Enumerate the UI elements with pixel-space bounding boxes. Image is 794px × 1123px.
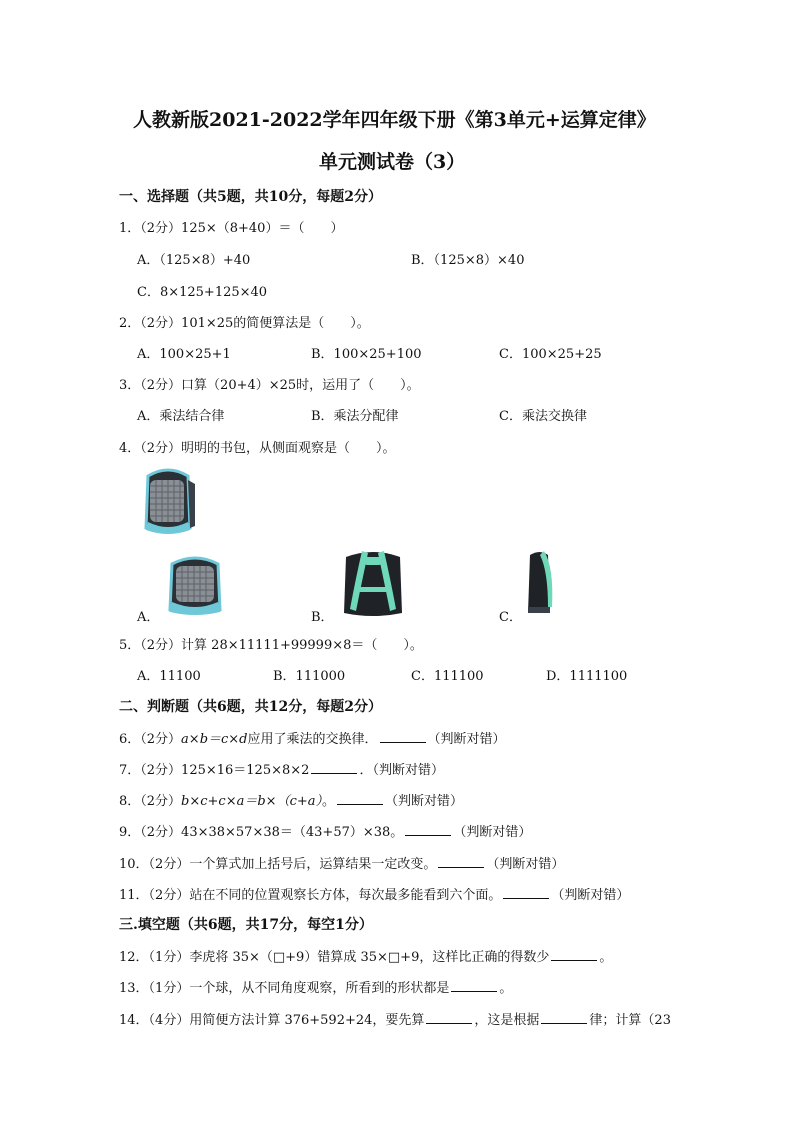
q4-option-b: B． xyxy=(311,610,334,625)
q13-answer-blank[interactable] xyxy=(451,979,497,992)
q8-text: 。 xyxy=(322,794,336,809)
q14-answer-blank-1[interactable] xyxy=(426,1011,472,1024)
question-5: 5．（2分）计算 28×11111+99999×8＝（ ）。 xyxy=(119,638,423,653)
q1-option-b: B．（125×8）×40 xyxy=(411,253,525,268)
q6-text: 应用了乘法的交换律． xyxy=(247,732,378,747)
q14-mid: ，这是根据 xyxy=(474,1013,540,1028)
q6-formula: a×b＝c×d xyxy=(181,732,248,747)
q7-judge-hint: ．（判断对错） xyxy=(359,763,444,778)
title-line-1: 人教新版2021-2022学年四年级下册《第3单元+运算定律》 xyxy=(133,109,656,131)
question-6 xyxy=(119,728,506,747)
q2-option-a: A．100×25+1 xyxy=(137,347,231,362)
q9-judge-hint: （判断对错） xyxy=(453,825,532,840)
question-3: 3．（2分）口算（20+4）×25时，运用了（ ）。 xyxy=(119,378,420,393)
q6-answer-blank[interactable] xyxy=(380,730,426,743)
q11-judge-hint: （判断对错） xyxy=(551,888,630,903)
question-10 xyxy=(119,853,564,872)
q3-option-c: C．乘法交换律 xyxy=(499,409,587,424)
question-1: 1．（2分）125×（8+40）＝（ ） xyxy=(119,221,344,236)
q10-judge-hint: （判断对错） xyxy=(486,857,565,872)
q5-option-b: B．111000 xyxy=(273,669,346,684)
q5-option-c: C．111100 xyxy=(411,669,484,684)
q8-answer-blank[interactable] xyxy=(337,792,383,805)
q12-end: 。 xyxy=(599,950,613,965)
q14-end: 律；计算（23 xyxy=(589,1013,671,1028)
q9-answer-blank[interactable] xyxy=(405,823,451,836)
q12-answer-blank[interactable] xyxy=(551,948,597,961)
q13-text: 13．（1分）一个球，从不同角度观察，所看到的形状都是 xyxy=(119,981,450,996)
question-9 xyxy=(119,821,531,840)
backpack-back-view-image xyxy=(340,547,406,619)
backpack-front-view-image xyxy=(166,552,224,616)
section-2-heading: 二、判断题（共6题，共12分，每题2分） xyxy=(119,699,382,715)
question-2: 2．（2分）101×25的简便算法是（ ）。 xyxy=(119,316,370,331)
q8-number: 8．（2分） xyxy=(119,794,182,809)
q8-formula: b×c+c×a＝b×（c+a） xyxy=(181,794,322,809)
section-1-heading: 一、选择题（共5题，共10分，每题2分） xyxy=(119,189,382,205)
q6-number: 6．（2分） xyxy=(119,732,182,747)
q3-option-b: B．乘法分配律 xyxy=(311,409,399,424)
question-14 xyxy=(119,1009,671,1028)
q10-answer-blank[interactable] xyxy=(438,855,484,868)
q2-option-b: B．100×25+100 xyxy=(311,347,422,362)
q13-end: 。 xyxy=(499,981,513,996)
q14-text: 14．（4分）用简便方法计算 376+592+24，要先算 xyxy=(119,1013,425,1028)
q12-text: 12．（1分）李虎将 35×（□+9）错算成 35×□+9，这样比正确的得数少 xyxy=(119,950,550,965)
q9-text: 9．（2分）43×38×57×38＝（43+57）×38。 xyxy=(119,825,404,840)
question-12 xyxy=(119,946,612,965)
q11-answer-blank[interactable] xyxy=(503,886,549,899)
question-7 xyxy=(119,759,444,778)
q4-option-a: A． xyxy=(137,610,160,625)
q8-judge-hint: （判断对错） xyxy=(385,794,464,809)
q11-text: 11．（2分）站在不同的位置观察长方体，每次最多能看到六个面。 xyxy=(119,888,502,903)
q14-answer-blank-2[interactable] xyxy=(541,1011,587,1024)
q7-answer-blank[interactable] xyxy=(311,761,357,774)
q4-option-c: C． xyxy=(499,610,522,625)
q3-option-a: A．乘法结合律 xyxy=(137,409,225,424)
q5-option-a: A．11100 xyxy=(137,669,201,684)
q10-text: 10．（2分）一个算式加上括号后，运算结果一定改变。 xyxy=(119,857,437,872)
q7-text: 7．（2分）125×16＝125×8×2 xyxy=(119,763,310,778)
question-13 xyxy=(119,977,512,996)
q2-option-c: C．100×25+25 xyxy=(499,347,602,362)
backpack-main-image xyxy=(138,466,198,538)
q6-judge-hint: （判断对错） xyxy=(427,732,506,747)
q1-option-a: A．（125×8）+40 xyxy=(137,253,251,268)
title-line-2: 单元测试卷（3） xyxy=(319,151,466,173)
question-11 xyxy=(119,884,629,903)
q5-option-d: D．1111100 xyxy=(546,669,628,684)
q1-option-c: C．8×125+125×40 xyxy=(137,285,268,300)
backpack-side-view-image xyxy=(522,547,556,619)
section-3-heading: 三.填空题（共6题，共17分，每空1分） xyxy=(119,917,373,933)
question-4: 4．（2分）明明的书包，从侧面观察是（ ）。 xyxy=(119,441,396,456)
question-8 xyxy=(119,790,463,809)
